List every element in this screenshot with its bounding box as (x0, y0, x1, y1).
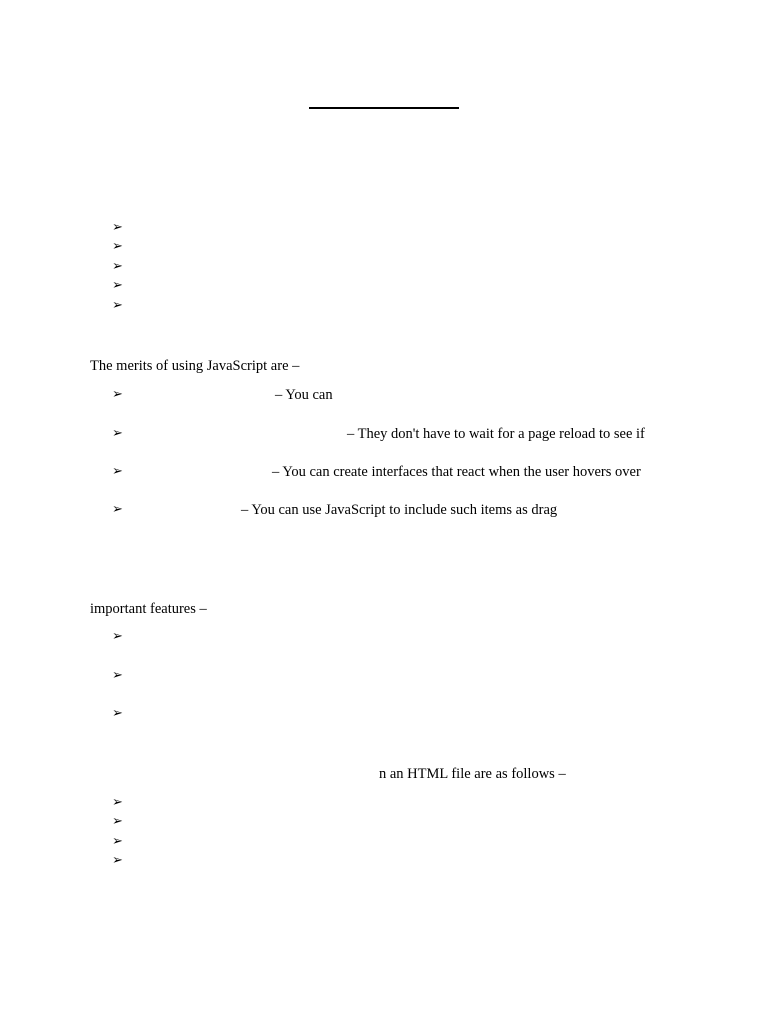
merits-bullet-3: ➢ (112, 464, 123, 479)
placement-bullet-2: ➢ (112, 814, 123, 829)
merits-item-3: – You can create interfaces that react when the user hovers over (272, 464, 641, 480)
features-bullet-2: ➢ (112, 668, 123, 683)
intro-bullet-2: ➢ (112, 239, 123, 254)
placement-bullet-4: ➢ (112, 853, 123, 868)
features-bullet-1: ➢ (112, 629, 123, 644)
merits-bullet-4: ➢ (112, 502, 123, 517)
merits-item-2: – They don't have to wait for a page reload to see if (347, 426, 645, 442)
features-bullet-3: ➢ (112, 706, 123, 721)
merits-bullet-1: ➢ (112, 387, 123, 402)
placement-bullet-3: ➢ (112, 834, 123, 849)
placement-heading: n an HTML file are as follows – (379, 766, 566, 782)
intro-bullet-4: ➢ (112, 278, 123, 293)
merits-item-1: – You can (275, 387, 333, 403)
merits-bullet-2: ➢ (112, 426, 123, 441)
intro-bullet-1: ➢ (112, 220, 123, 235)
merits-heading: The merits of using JavaScript are – (90, 358, 300, 374)
intro-bullet-5: ➢ (112, 298, 123, 313)
intro-bullet-3: ➢ (112, 259, 123, 274)
title-underline (309, 107, 459, 109)
placement-bullet-1: ➢ (112, 795, 123, 810)
merits-item-4: – You can use JavaScript to include such items as drag (241, 502, 558, 518)
features-heading: important features – (90, 601, 207, 617)
